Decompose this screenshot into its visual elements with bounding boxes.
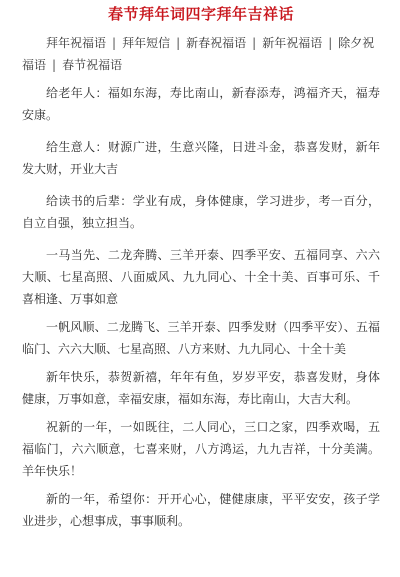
link-bainian-duanxin[interactable]: 拜年短信	[122, 36, 171, 50]
link-bainian-zhufuyu[interactable]: 拜年祝福语	[46, 36, 107, 50]
nav-separator: |	[252, 36, 257, 50]
paragraph-hope-wishes: 新的一年，希望你：开开心心，健健康康，平平安安，孩子学业进步，心想事成，事事顺利。	[22, 492, 380, 528]
nav-separator: |	[52, 58, 57, 72]
nav-separator: |	[176, 36, 181, 50]
paragraph-number-idioms-1: 一马当先、二龙奔腾、三羊开泰、四季平安、五福同享、六六大顺、七星高照、八面威风、九九同心、十全十美、百事可乐、千喜相逢、万事如意	[22, 248, 380, 306]
related-links-nav	[22, 32, 380, 76]
page-title: 春节拜年词四字拜年吉祥话	[107, 5, 294, 23]
link-xinchun-zhufuyu[interactable]: 新春祝福语	[186, 36, 247, 50]
paragraph-business: 给生意人：财源广进，生意兴隆，日进斗金，恭喜发财，新年发大财，开业大吉	[22, 140, 380, 176]
paragraph-new-year-wishes: 新年快乐，恭贺新禧，年年有鱼，岁岁平安，恭喜发财，身体健康，万事如意，幸福安康，福如东海，寿比南山，大吉大利。	[22, 370, 380, 406]
paragraph-goat-year-wishes: 祝新的一年，一如既往，二人同心，三口之家，四季欢喝，五福临门，六六顺意，七喜来财，八方鸿运，九九吉祥，十分美满。羊年快乐！	[22, 420, 380, 478]
nav-separator: |	[112, 36, 117, 50]
link-chunjie-zhufuyu[interactable]: 春节祝福语	[62, 58, 123, 72]
paragraph-number-idioms-2: 一帆风顺、二龙腾飞、三羊开泰、四季发财（四季平安）、五福临门、六六大顺、七星高照、八方来财、九九同心、十全十美	[22, 320, 380, 356]
paragraph-elderly: 给老年人：福如东海，寿比南山，新春添寿，鸿福齐天，福寿安康。	[22, 86, 380, 122]
paragraph-students: 给读书的后辈：学业有成，身体健康，学习进步，考一百分，自立自强，独立担当。	[22, 194, 380, 230]
nav-separator: |	[328, 36, 333, 50]
link-chuxi-zhufuyu[interactable]: 除夕祝福语	[22, 36, 375, 72]
link-xinnian-zhufuyu[interactable]: 新年祝福语	[262, 36, 323, 50]
